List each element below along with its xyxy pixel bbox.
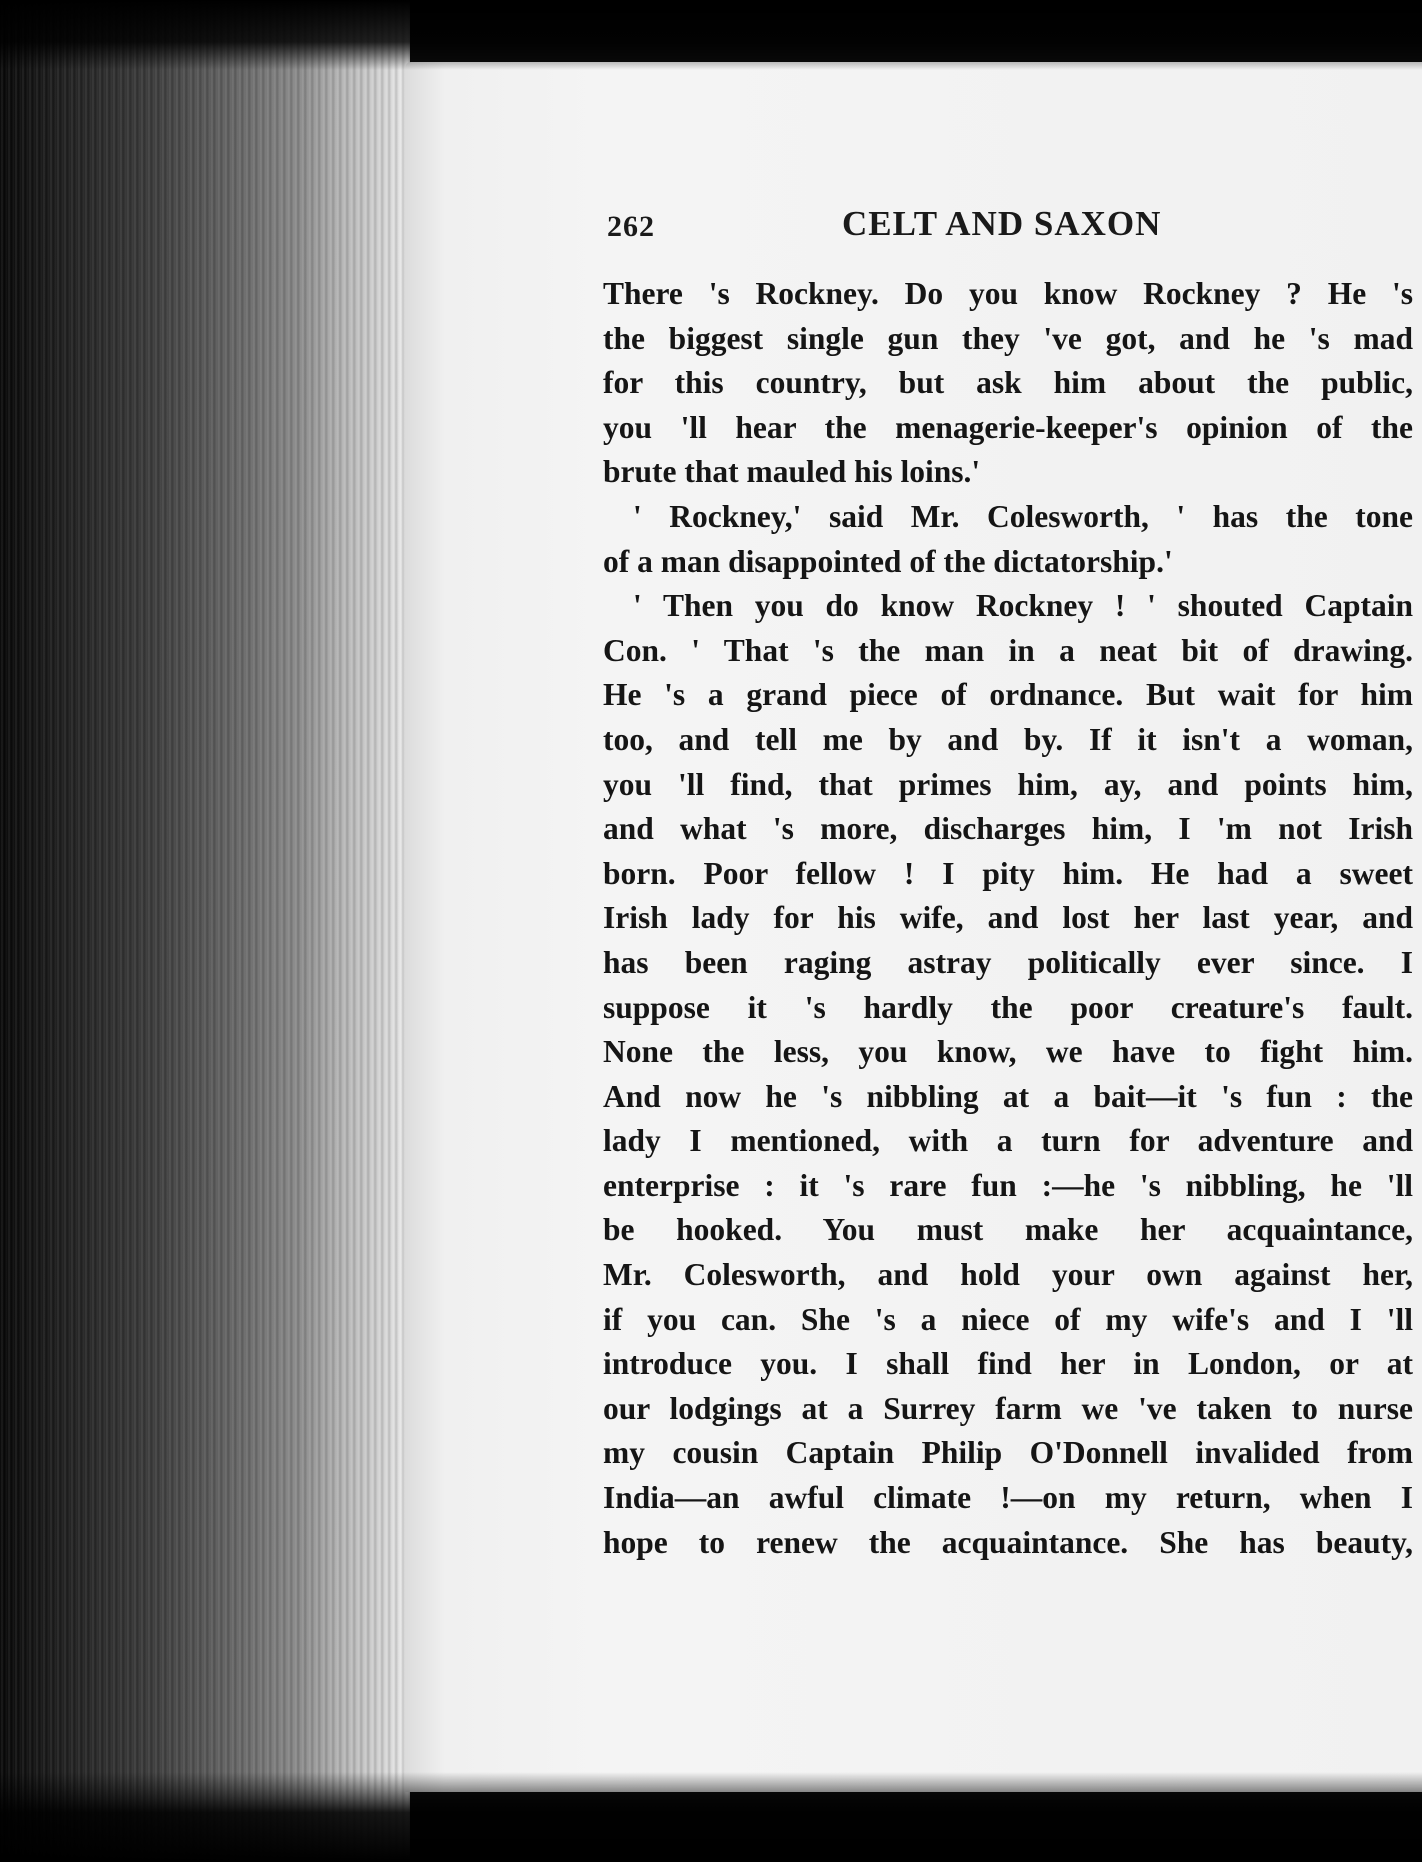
body-text — [603, 272, 1413, 1565]
text-line: India—an awful climate !—on my return, when I — [603, 1480, 1413, 1516]
text-line: There 's Rockney. Do you know Rockney ? He 's — [603, 276, 1413, 311]
text-line: introduce you. I shall find her in London, or at — [603, 1346, 1413, 1382]
text-line: He 's a grand piece of ordnance. But wait for him — [603, 677, 1413, 713]
text-line: ' Then you do know Rockney ! ' shouted Captain — [633, 588, 1413, 624]
text-line: too, and tell me by and by. If it isn't a woman, — [603, 721, 1413, 757]
text-line: Mr. Colesworth, and hold your own against her, — [603, 1257, 1413, 1293]
text-line: born. Poor fellow ! I pity him. He had a sweet — [603, 855, 1413, 891]
page-edges — [0, 0, 410, 1862]
text-line: enterprise : it 's rare fun :—he 's nibbling, he 'll — [603, 1167, 1413, 1203]
text-line: brute that mauled his loins.' — [603, 454, 981, 490]
text-line: has been raging astray politically ever since. I — [603, 944, 1413, 980]
text-line: Con. ' That 's the man in a neat bit of drawing. — [603, 632, 1413, 668]
text-line: And now he 's nibbling at a bait—it 's fun : the — [603, 1078, 1413, 1114]
top-shadow — [0, 0, 1422, 70]
text-line: be hooked. You must make her acquaintance, — [603, 1212, 1413, 1248]
text-line: hope to renew the acquaintance. She has beauty, — [603, 1524, 1413, 1560]
text-line: you 'll hear the menagerie-keeper's opinion of the — [603, 409, 1413, 445]
text-line: Irish lady for his wife, and lost her last year, and — [603, 900, 1413, 936]
text-line: you 'll find, that primes him, ay, and points him, — [603, 766, 1413, 802]
page-number: 262 — [607, 210, 655, 243]
bottom-shadow — [0, 1772, 1422, 1862]
text-line: lady I mentioned, with a turn for adventure and — [603, 1123, 1413, 1159]
text-line: None the less, you know, we have to fight him. — [603, 1034, 1413, 1070]
text-line: suppose it 's hardly the poor creature's fault. — [603, 989, 1413, 1025]
text-line: my cousin Captain Philip O'Donnell invalided from — [603, 1435, 1413, 1471]
text-line: ' Rockney,' said Mr. Colesworth, ' has the tone — [633, 498, 1413, 534]
text-line: and what 's more, discharges him, I 'm not Irish — [603, 811, 1413, 847]
text-line: the biggest single gun they 've got, and he 's mad — [603, 320, 1413, 356]
text-line: of a man disappointed of the dictatorship.' — [603, 543, 1173, 579]
text-line: for this country, but ask him about the public, — [603, 365, 1413, 401]
page-header — [607, 202, 1407, 262]
text-line: if you can. She 's a niece of my wife's and I 'll — [603, 1301, 1413, 1337]
running-head: CELT AND SAXON — [842, 204, 1162, 243]
text-line: our lodgings at a Surrey farm we 've taken to nurse — [603, 1390, 1413, 1426]
